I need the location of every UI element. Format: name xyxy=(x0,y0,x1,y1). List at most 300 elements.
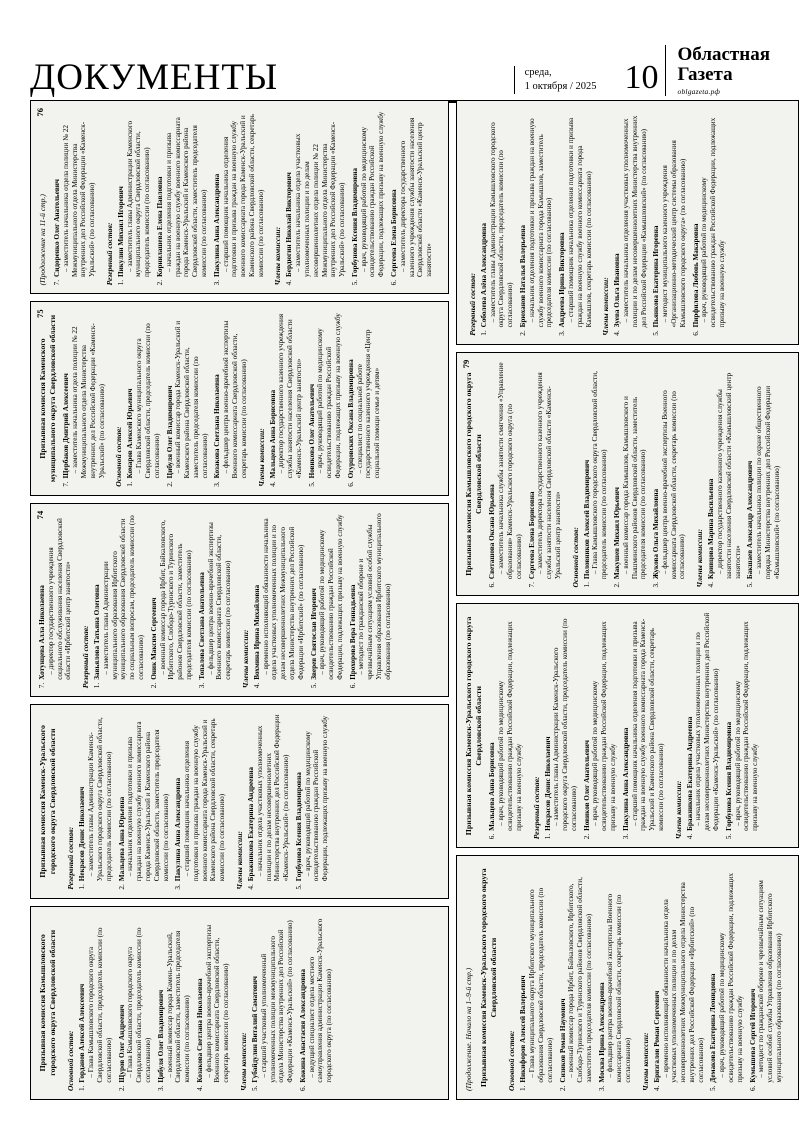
member-body xyxy=(174,713,227,881)
member-list xyxy=(583,361,692,588)
member-list xyxy=(686,613,764,840)
member-index: 1. xyxy=(78,884,87,890)
member-name: Некрасов Денис Николаевич xyxy=(543,736,552,831)
list-item xyxy=(295,713,330,889)
member-role: – военный комиссар города Ирбит, Байкаловского, Ирбитского, Слободо-Туринского и Туринского районов Свердловской области, заместитель председателя комиссии (по согласованию) xyxy=(158,520,193,680)
list-item xyxy=(174,713,227,889)
list-item xyxy=(247,713,291,889)
list-item xyxy=(157,915,192,1091)
member-list xyxy=(488,361,566,588)
member-index: 4. xyxy=(652,1085,661,1091)
list-item xyxy=(583,361,609,588)
member-role: – заместитель директора государственного казенного учреждения службы занятости населения Свердловской области «Каменск-Уральский центр занятости» xyxy=(398,117,434,277)
member-body xyxy=(213,109,266,277)
member-name: Москва Ирина Александровна xyxy=(597,982,606,1083)
member-body xyxy=(519,109,554,327)
member-name: Сизиков Роман Наумович xyxy=(558,998,567,1083)
member-body xyxy=(253,512,306,680)
member-index: 6. xyxy=(298,1085,307,1091)
article-columns xyxy=(30,100,783,1100)
member-role: – начальник отделения подготовки и призыва граждан на военную службу военного комиссариата города Каменск-Уральский и Каменского района Свердловской области, заместитель председателя комиссии (по согласованию) xyxy=(126,721,170,882)
member-name: Зуева Ольга Ивановна xyxy=(613,253,622,328)
member-list xyxy=(62,310,110,486)
member-role: – заместитель директора государственного казенного учреждения службы занятости населения Свердловской области «Каменск-Уральский центр занятости» xyxy=(536,372,562,580)
member-name: Андреева Ирина Викторовна xyxy=(558,232,567,328)
member-list xyxy=(93,512,237,688)
member-body xyxy=(544,613,579,831)
member-role: – начальник отдела участковых уполномоченных полиции и по делам несовершеннолетних Министерства внутренних дел Российской Федерации «Каменск-Уральский» (по согласованию) xyxy=(694,612,720,831)
section-heading: Члены комиссии: xyxy=(601,277,611,336)
section-heading: Резервный состав: xyxy=(66,826,76,890)
member-index: 2. xyxy=(519,330,528,336)
member-body xyxy=(156,109,209,277)
section-heading: Члены комиссии: xyxy=(273,226,283,286)
member-role: – специалист по социальной работе государственного казенного учреждения «Центр социальной помощи семье и детям» xyxy=(355,329,382,479)
member-body xyxy=(299,915,334,1083)
continuation-note: (Продолжение. Начало на 1–9-й стр.) xyxy=(463,967,473,1091)
member-list xyxy=(253,512,397,688)
list-item xyxy=(528,361,563,588)
list-item xyxy=(652,109,687,336)
member-index: 3. xyxy=(174,884,183,890)
article-column xyxy=(456,100,799,345)
member-body xyxy=(746,361,781,579)
member-index: 1. xyxy=(582,582,591,588)
member-body xyxy=(117,109,152,277)
member-role: – временно исполняющий обязанности начальника отдела участковых уполномоченных полиции и по делам несовершеннолетних Межмуниципального отдела Министерства внутренних дел Российской Федерации «Ирбитский» (по согласованию) xyxy=(261,518,305,680)
member-name: Цибуля Олег Владимирович xyxy=(156,989,165,1083)
member-name: Некрасов Денис Николаевич xyxy=(78,786,87,882)
list-item xyxy=(62,310,106,486)
column-band xyxy=(30,100,449,1100)
member-body xyxy=(528,361,563,579)
member-role: – врач, руководящий работой по медицинскому освидетельствованию граждан Российской Федерации, подлежащих призыву на военную службу xyxy=(359,111,386,277)
member-name: Щербаков Дмитрий Алексеевич xyxy=(62,373,71,479)
member-index: 3. xyxy=(597,1085,606,1091)
list-item xyxy=(544,613,579,840)
page-title: ДОКУМЕНТЫ xyxy=(30,57,279,98)
member-name: Козакова Светлана Николаевна xyxy=(195,978,204,1083)
member-role: – заместитель главы Администрации муниципального образования Ирбитского муниципального образования Свердловской области по социальным вопросам, председатель комиссии (по согласованию) xyxy=(101,515,146,680)
member-name: Мальцева Анна Борисовна xyxy=(268,389,277,479)
member-index: 5. xyxy=(250,1085,259,1091)
member-name: Соболева Алёна Александровна xyxy=(479,223,488,328)
issue-date xyxy=(514,66,597,94)
member-role: – Глава Камышловского городского округа Свердловской области, председатель комиссии (по согласованию) xyxy=(126,927,152,1083)
member-body xyxy=(725,613,760,831)
section-heading: Основной состав: xyxy=(66,1030,76,1091)
member-name: Сидоренко Олег Анатольевич xyxy=(53,179,61,277)
list-item xyxy=(519,109,554,336)
member-role: – методист муниципального казенного учреждения «Организационно-методический центр системы образования Камышловского городского округа» (по согласованию) xyxy=(661,140,687,328)
member-index: 3. xyxy=(558,330,567,336)
member-body xyxy=(308,310,343,478)
list-item xyxy=(613,361,648,588)
section-heading: Члены комиссии: xyxy=(640,1032,650,1091)
list-item xyxy=(78,915,113,1091)
member-list xyxy=(544,613,670,840)
list-item xyxy=(622,613,666,840)
member-name: Бражникова Екатерина Андреевна xyxy=(246,767,255,882)
member-name: Губайдулин Виталий Саматович xyxy=(250,976,259,1083)
member-name: Топалова Светлана Анатольевна xyxy=(197,572,206,680)
list-item xyxy=(213,310,248,486)
member-list xyxy=(78,713,231,889)
member-body xyxy=(150,512,194,680)
list-item xyxy=(613,109,648,336)
member-name: Макушев Михаил Юрьевич xyxy=(612,487,621,580)
member-body xyxy=(247,713,291,881)
member-index: 4. xyxy=(246,884,255,890)
member-role: – заместитель главы Администрации Каменск-Уральского городского округа Свердловской области, председатель комиссии (по согласованию) xyxy=(552,618,578,831)
member-list xyxy=(269,310,386,486)
member-index: 2. xyxy=(558,1085,567,1091)
member-role: – методист по гражданской обороне и чрезвычайным ситуациям условий особой службы Управления образования Ирбитского муниципального образования (по согласованию) xyxy=(757,880,783,1083)
commission-title: Призывная комиссия Каменск-Уральского городского округа Свердловской области xyxy=(463,616,483,836)
list-item xyxy=(93,512,146,688)
member-name: Бризгалов Роман Сергеевич xyxy=(652,990,661,1083)
member-body xyxy=(310,512,345,680)
member-name: Бакшаев Александр Александрович xyxy=(746,460,755,580)
member-body xyxy=(196,915,231,1083)
member-list xyxy=(53,109,101,285)
member-name: Корнилашева Елена Павловна xyxy=(156,176,165,277)
member-body xyxy=(559,864,594,1082)
member-name: Пакулина Анна Александровна xyxy=(621,727,630,831)
member-index: 1. xyxy=(78,1085,87,1091)
paper-logo xyxy=(665,45,770,96)
member-body xyxy=(166,310,210,478)
member-body xyxy=(62,310,106,478)
member-index: 3. xyxy=(621,833,630,840)
list-item xyxy=(53,109,97,285)
member-index: 6. xyxy=(691,330,700,336)
list-item xyxy=(519,864,554,1091)
member-index: 5. xyxy=(724,833,733,840)
member-name: Пьянкова Екатерина Игоревна xyxy=(652,225,661,328)
member-role: – заместитель начальника отдела полиции № 22 Межмуниципального отдела Министерства внутренних дел Российской Федерации «Каменск-Уральский» (по согласованию) xyxy=(71,323,106,479)
member-name: Щуров Олег Андреевич xyxy=(117,1004,126,1083)
member-name: Хотунцева Алла Николаевна xyxy=(38,585,46,680)
member-index: 2. xyxy=(156,279,165,286)
article-column xyxy=(30,906,449,1100)
list-item xyxy=(299,915,334,1091)
section-heading: Члены комиссии: xyxy=(240,629,250,689)
member-index: 1. xyxy=(126,481,135,487)
member-name: Пирфилова Любовь Макаровна xyxy=(691,223,700,328)
member-index: 5. xyxy=(307,481,316,487)
member-name: Кумышева Сергей Игоревич xyxy=(748,988,757,1083)
member-index: 4. xyxy=(685,833,694,840)
member-name: Мальцева Анна Борисовна xyxy=(488,742,497,831)
list-item xyxy=(652,361,687,588)
member-index: 2. xyxy=(117,1085,126,1091)
member-name: Сергеева Елена Борисовна xyxy=(390,189,398,277)
member-index: 6. xyxy=(390,279,398,286)
member-list xyxy=(117,109,270,285)
member-index: 6. xyxy=(346,481,355,487)
member-name: Пикулин Михаил Игоревич xyxy=(116,186,125,277)
member-index: 1. xyxy=(116,279,125,286)
list-item xyxy=(198,512,233,688)
member-body xyxy=(480,109,515,327)
member-role: – старший участковый уполномоченный уполномоченных полиции межмуниципального отдела Министерства внутренних дел Российской Федерации «Каменск-Уральский» (по согласованию) xyxy=(259,920,295,1083)
member-role: – фельдшер центра военно-врачебной экспертизы Военного комиссариата Свердловской области, секретарь комиссии (по согласованию) xyxy=(222,320,248,479)
member-name: Комаров Алексей Юрьевич xyxy=(126,388,135,479)
member-name: Пакулина Анна Александровна xyxy=(174,777,183,882)
list-item xyxy=(653,864,706,1091)
member-body xyxy=(53,109,97,277)
member-body xyxy=(347,310,382,478)
member-body xyxy=(583,361,609,579)
member-role: – врач, руководящий работой по медицинскому освидетельствованию граждан Российской Федерации, подлежащих призыву на военную службу xyxy=(316,313,342,479)
list-item xyxy=(349,512,393,688)
member-index: 2. xyxy=(165,481,174,487)
member-index: 5. xyxy=(294,884,303,890)
member-index: 7. xyxy=(527,582,536,588)
article-column xyxy=(30,704,449,898)
list-item xyxy=(692,109,727,336)
continuation-note: (Продолжение на 11-й стр.) xyxy=(38,194,47,286)
member-role: – военный комиссар города Каменск-Уральский и Каменского района Свердловской области, заместитель председателя комиссии (по согласованию) xyxy=(174,320,209,479)
member-role: – военный комиссар города Камень-Уральский, Свердловской области, заместитель председателя комиссии (по согласованию) xyxy=(165,930,192,1083)
list-item xyxy=(347,310,382,486)
commission-title: Призывная комиссия Каменск-Уральского городского округа Свердловской области xyxy=(478,868,498,1087)
member-name: Горданов Алексей Алексеевич xyxy=(78,983,87,1083)
member-role: – директор государственного учреждения социального обслуживания населения Свердловской области «Ирбитский центр занятости» xyxy=(46,518,73,680)
section-heading: Резервный состав: xyxy=(467,273,477,336)
member-list xyxy=(247,713,334,889)
member-index: 4. xyxy=(252,682,261,689)
article-column xyxy=(456,352,799,597)
member-name: Вохмина Ирина Михайловна xyxy=(252,584,261,680)
list-item xyxy=(269,310,304,486)
member-body xyxy=(118,713,171,881)
member-name: Новиков Олег Анатольевич xyxy=(582,740,591,831)
member-role: – заместитель главы Администрации Камышловского городского округа Свердловской области, председатель комиссии (по согласованию) xyxy=(488,122,515,328)
member-role: – фельдшер центра военно-врачебной экспертизы Военного комиссариата Свердловской области, секретарь комиссии (по согласованию) xyxy=(204,924,231,1083)
member-name: Завьялова Татьяна Олеговна xyxy=(93,584,102,680)
member-name: Горбунова Ксения Владимировна xyxy=(350,167,359,277)
member-body xyxy=(598,864,633,1082)
member-index: 4. xyxy=(613,330,622,336)
member-name: Сергеева Елена Борисовна xyxy=(527,491,536,580)
section-heading: Члены комиссии: xyxy=(234,831,244,890)
member-role: – Глава муниципального округа Ирбитского муниципального образования Свердловской области, председатель комиссии (по согласованию) xyxy=(528,887,554,1083)
member-name: Горбунова Ксения Владимировна xyxy=(294,772,303,882)
member-body xyxy=(558,109,593,327)
member-body xyxy=(78,713,113,881)
member-body xyxy=(692,109,727,327)
list-item xyxy=(213,109,266,285)
member-role: – Глава Камышловского городского округа Свердловской области, председатель комиссии (по согласованию) xyxy=(87,927,113,1083)
member-name: Горбунова Ксения Владимировна xyxy=(724,721,733,831)
member-role: – врач, руководящий работой по медицинскому освидетельствованию граждан Российской Федерации, подлежащих призыву на военную службу xyxy=(718,873,744,1083)
member-body xyxy=(285,109,346,277)
member-role: – директор государственного казенного учреждения службы занятости населения Свердловской области «Камышловский центр занятости» xyxy=(716,372,742,580)
list-item xyxy=(749,864,784,1091)
member-role: – врач, руководящий работой по медицинскому освидетельствованию граждан Российской Федерации, подлежащих призыву на военную службу xyxy=(733,621,760,831)
section-heading: Члены комиссии: xyxy=(238,1032,248,1091)
masthead-center xyxy=(298,58,664,96)
list-item xyxy=(583,613,618,840)
section-heading: Основной состав: xyxy=(507,1030,517,1091)
member-name: Демакова Екатерина Леонидовна xyxy=(709,973,718,1083)
member-name: Огурцовских Оксана Владимировна xyxy=(346,359,355,479)
section-heading: Члены комиссии: xyxy=(673,780,683,840)
member-index: 4. xyxy=(268,481,277,487)
member-name: Новикова Олег Анатольевич xyxy=(307,383,316,479)
list-item xyxy=(707,361,742,588)
member-name: Кривцова Марина Васильевна xyxy=(707,478,716,580)
issue-weekday: среда, xyxy=(524,66,552,78)
member-index: 5. xyxy=(652,330,661,336)
member-body xyxy=(93,512,146,680)
member-role: – методист по гражданской обороне и чрезвычайным ситуациям условий особой службы Управления образования Ирбитского муниципального образования (по согласованию) xyxy=(357,513,392,680)
member-body xyxy=(38,512,73,680)
member-index: 1. xyxy=(93,682,102,689)
member-list xyxy=(38,512,77,688)
member-body xyxy=(351,109,386,277)
member-index: 4. xyxy=(707,582,716,588)
member-role: – врач, руководящий работой по медицинскому освидетельствованию граждан Российской Федерации, подлежащих призыву на военную службу xyxy=(591,621,617,831)
list-item xyxy=(351,109,386,285)
member-role: – врач, руководящий работой по медицинскому освидетельствованию граждан Российской Федерации, подлежащих призыву на военную службу xyxy=(497,621,523,831)
issue-date-value: 1 октября / 2025 xyxy=(524,80,597,92)
list-item xyxy=(285,109,346,285)
member-name: Оник Максим Сергеевич xyxy=(149,597,158,680)
masthead xyxy=(30,34,770,103)
member-role: – фельдшер центра военно-врачебной экспертизы Военного комиссариата Свердловской области, секретарь комиссии (по согласованию) xyxy=(606,893,632,1083)
paper-name-line2: Газета xyxy=(677,64,733,86)
member-body xyxy=(652,361,687,579)
section-heading: Основной состав: xyxy=(114,426,124,487)
member-list xyxy=(126,310,252,486)
list-item xyxy=(126,310,161,486)
list-item xyxy=(308,310,343,486)
member-name: Бражникова Екатерина Андреевна xyxy=(685,716,694,831)
article-column xyxy=(30,503,449,697)
member-role: – начальник отделения подготовки и призыва граждан на военную службу военного комиссариата города Каменск-Уральский и Каменского района Свердловской области, заместитель председателя комиссии (по согласованию) xyxy=(164,117,208,277)
member-name: Пакулина Анна Александровна xyxy=(212,173,221,277)
member-name: Жукова Ольга Михайловна xyxy=(652,488,661,580)
member-index: 6. xyxy=(488,833,497,840)
member-role: – Глава Каменского муниципального округа Свердловской области, председатель комиссии (по согласованию) xyxy=(135,323,161,479)
member-role: – заместитель начальника отдела участковых уполномоченных полиции и по делам несовершеннолетних отдела полиции № 22 Межмуниципального отдела Министерства внутренних дел Российской Федерации «Каменск-Уральский» (по согласованию) xyxy=(294,121,347,277)
member-list xyxy=(519,864,636,1091)
member-index: 1. xyxy=(519,1085,528,1091)
list-item xyxy=(480,109,515,336)
member-body xyxy=(686,613,721,831)
member-list xyxy=(480,109,597,336)
member-body xyxy=(157,915,192,1083)
member-body xyxy=(749,864,784,1082)
paper-website: oblgazeta.рф xyxy=(677,87,721,96)
member-name: Никифоров Алексей Валерьевич xyxy=(519,975,528,1083)
list-item xyxy=(709,864,744,1091)
list-item xyxy=(253,512,306,688)
member-index: 1. xyxy=(479,330,488,336)
page-number: 10 xyxy=(624,58,659,96)
paper-name-line1: Областная xyxy=(677,44,770,66)
list-item xyxy=(390,109,434,285)
member-index: 3. xyxy=(156,1085,165,1091)
member-name: Прохорова Вера Геннадьевна xyxy=(348,584,357,680)
member-body xyxy=(349,512,393,680)
commission-title: Призывная комиссия Каменского муниципального округа Свердловской области xyxy=(38,314,57,483)
member-index: 2. xyxy=(612,582,621,588)
member-body xyxy=(653,864,706,1082)
member-index: 7. xyxy=(53,279,61,286)
section-heading: Резервный состав: xyxy=(81,625,91,689)
member-index: 4. xyxy=(195,1085,204,1091)
member-index: 4. xyxy=(285,279,294,286)
member-index: 3. xyxy=(213,481,222,487)
list-item xyxy=(78,713,113,889)
member-index: 7. xyxy=(38,682,46,689)
article-column xyxy=(30,301,449,495)
article-column xyxy=(456,604,799,849)
article-body xyxy=(30,100,783,1100)
section-heading: Основной состав: xyxy=(570,527,580,588)
member-role: – заместитель начальника отделения участковых уполномоченных полиции и по делам несовершеннолетних Министерства внутренних дел Российской Федерации «Камышловский» (по согласованию) xyxy=(622,115,648,328)
member-name: Цибуля Олег Владимирович xyxy=(165,385,174,479)
member-index: 1. xyxy=(543,833,552,840)
member-list xyxy=(707,361,785,588)
member-list xyxy=(285,109,438,285)
member-body xyxy=(622,613,666,831)
member-role: – временно исполняющий обязанности начальника отдела участковых уполномоченных полиции и по делам несовершеннолетних Межмуниципального отдела Министерства внутренних дел Российской Федерации «Ирбитский» (по согласованию) xyxy=(661,882,705,1083)
list-item xyxy=(156,109,209,285)
member-body xyxy=(126,310,161,478)
member-list xyxy=(613,109,730,336)
member-index: 7. xyxy=(62,481,71,487)
member-name: Зверев Святослав Игоревич xyxy=(309,588,318,680)
member-index: 6. xyxy=(348,682,357,689)
section-heading: Резервный состав: xyxy=(531,776,541,840)
list-item xyxy=(310,512,345,688)
member-body xyxy=(652,109,687,327)
list-item xyxy=(196,915,231,1091)
section-heading: Резервный состав: xyxy=(104,222,114,286)
member-role: – старший помощник начальника отделения подготовки и призыва граждан на военную службу военного комиссариата города Камышлов, секретарь комиссии (по согласованию) xyxy=(566,117,593,328)
member-index: 6. xyxy=(488,582,497,588)
member-body xyxy=(488,361,523,579)
member-name: Кожина Анастасия Александровна xyxy=(298,969,307,1083)
member-body xyxy=(78,915,113,1083)
member-role: – врач, руководящий работой по медицинскому освидетельствованию граждан Российской Федерации, подлежащих призыву на военную службу xyxy=(700,117,726,328)
member-role: – заместитель начальника полиции по охране общественного порядка Министерства внутренних дел Российской Федерации «Камышловский» (по согласованию) xyxy=(755,385,781,580)
member-index: 5. xyxy=(746,582,755,588)
list-item xyxy=(488,613,523,840)
member-name: Брюханов Наталья Валерьевна xyxy=(519,225,528,328)
member-body xyxy=(709,864,744,1082)
member-body xyxy=(583,613,618,831)
member-index: 3. xyxy=(652,582,661,588)
column-number: 76 xyxy=(35,107,45,117)
member-role: – врач, руководящий работой по медицинскому освидетельствованию граждан Российской Федерации, подлежащих призыву на военную службу xyxy=(318,514,344,680)
list-item xyxy=(686,613,721,840)
member-role: – начальник отдела участковых уполномоченных полиции и по делам несовершеннолетних Министерства внутренних дел Российской Федерации «Каменск-Уральский» (по согласованию) xyxy=(255,714,291,882)
member-body xyxy=(613,109,648,327)
list-item xyxy=(559,864,594,1091)
member-role: – заместитель начальника отдела полиции № 22 Межмуниципального отдела Министерства внутренних дел Российской Федерации «Каменск-Уральский» (по согласованию) xyxy=(61,121,97,277)
member-name: Козакова Светлана Николаевна xyxy=(213,374,222,479)
member-body xyxy=(390,109,434,277)
list-item xyxy=(166,310,210,486)
column-number: 74 xyxy=(35,510,45,520)
member-body xyxy=(295,713,330,881)
